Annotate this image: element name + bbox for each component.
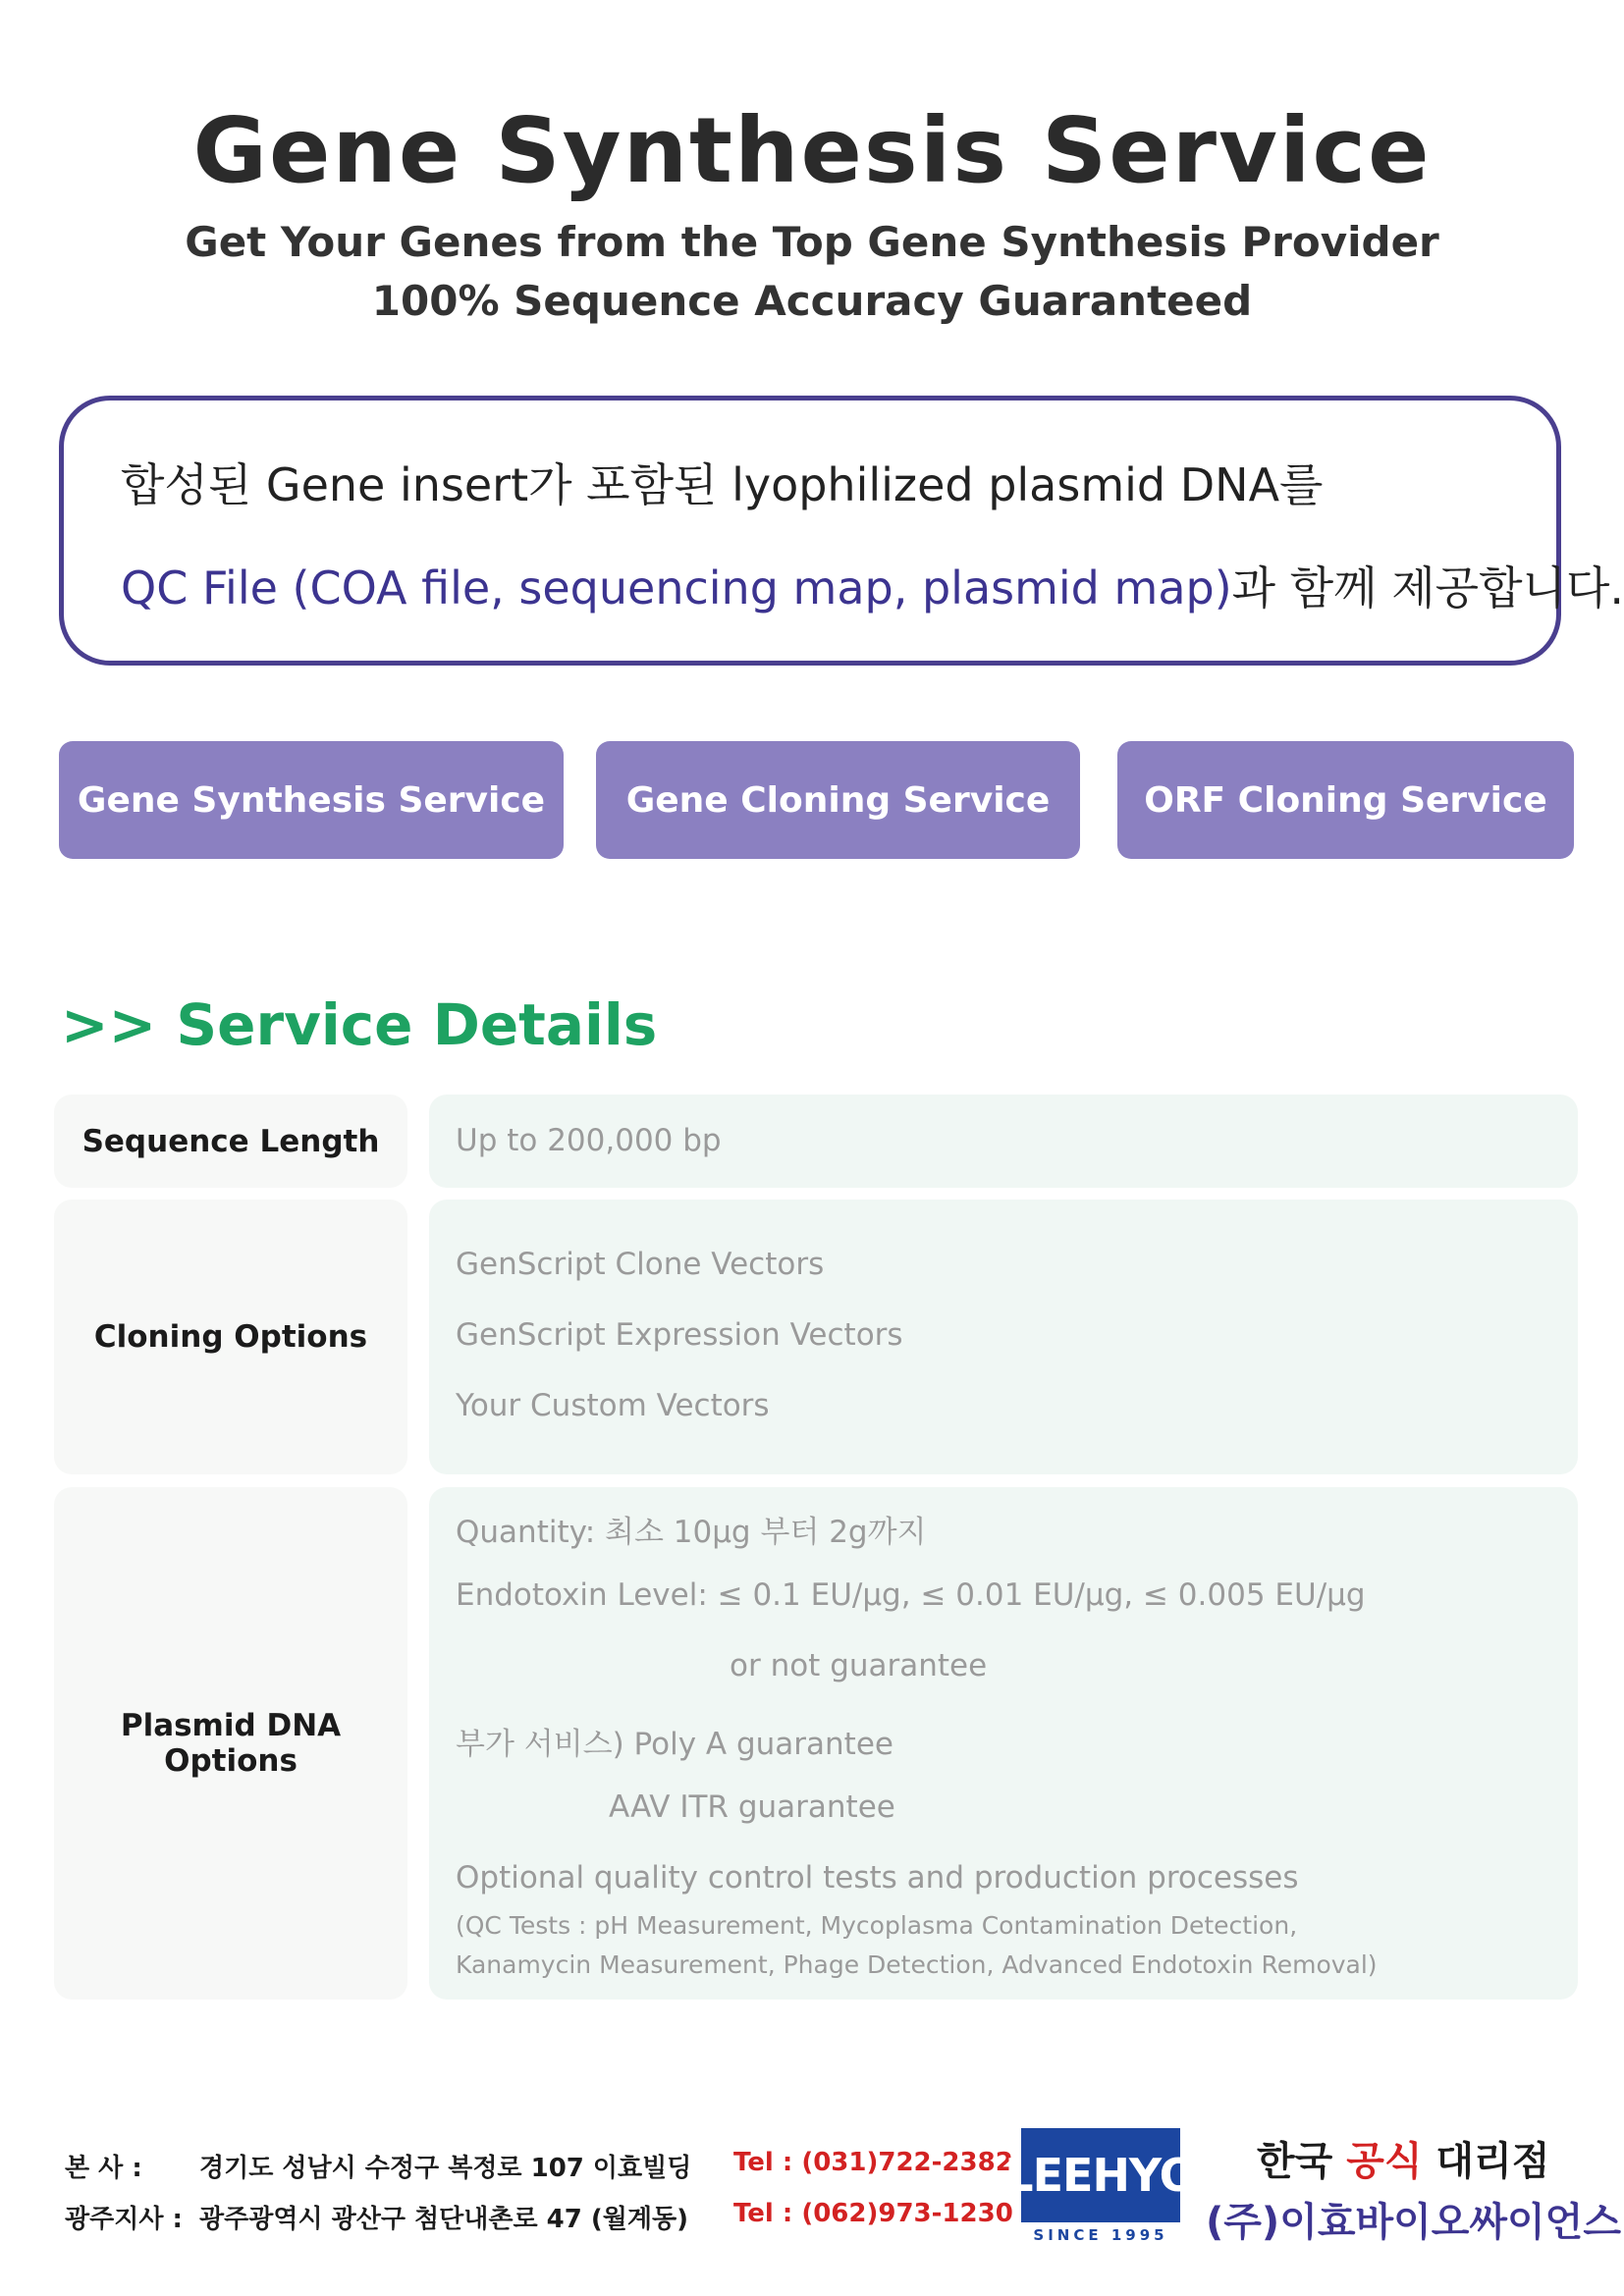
cloning-options-label: Cloning Options xyxy=(54,1200,407,1474)
plasmid-addon-cont: AAV ITR guarantee xyxy=(609,1789,895,1825)
branch-label: 광주지사 : xyxy=(65,2205,183,2234)
intro-qc-files: QC File (COA file, sequencing map, plasmid map) xyxy=(121,561,1232,614)
section-title: >> Service Details xyxy=(61,991,658,1058)
hq-tel[interactable]: Tel : (031)722-2382 xyxy=(733,2148,1013,2177)
gene-cloning-service-button[interactable]: Gene Cloning Service xyxy=(596,741,1080,859)
plasmid-optional-qc: Optional quality control tests and production processes xyxy=(456,1860,1299,1896)
logo-since: SINCE 1995 xyxy=(1033,2226,1168,2244)
sequence-length-value-cell xyxy=(429,1095,1578,1188)
page-subtitle-1: Get Your Genes from the Top Gene Synthesis Provider xyxy=(185,218,1439,266)
agency-official: 공식 xyxy=(1346,2139,1423,2184)
gene-synthesis-service-button[interactable]: Gene Synthesis Service xyxy=(59,741,564,859)
official-agency-text xyxy=(1257,2130,1549,2186)
plasmid-qc-tests-1: (QC Tests : pH Measurement, Mycoplasma Contamination Detection, xyxy=(456,1911,1298,1940)
branch-address: 광주광역시 광산구 첨단내촌로 47 (월계동) xyxy=(199,2205,689,2234)
plasmid-quantity: Quantity: 최소 10μg 부터 2g까지 xyxy=(456,1515,927,1550)
plasmid-addon: 부가 서비스) Poly A guarantee xyxy=(456,1727,893,1762)
leehyo-logo xyxy=(1004,2128,1197,2248)
plasmid-endotoxin: Endotoxin Level: ≤ 0.1 EU/μg, ≤ 0.01 EU/μg, ≤ 0.005 EU/μg xyxy=(456,1577,1366,1613)
intro-line-2 xyxy=(121,553,1624,617)
plasmid-endotoxin-cont: or not guarantee xyxy=(730,1648,988,1683)
agency-post: 대리점 xyxy=(1422,2139,1550,2184)
cloning-option-item: GenScript Expression Vectors xyxy=(456,1317,903,1353)
intro-line-1: 합성된 Gene insert가 포함된 lyophilized plasmid DNA를 xyxy=(121,458,1324,511)
orf-cloning-service-button[interactable]: ORF Cloning Service xyxy=(1117,741,1574,859)
page-title: Gene Synthesis Service xyxy=(192,98,1432,203)
hq-label: 본 사 : xyxy=(65,2154,142,2183)
plasmid-dna-options-label: Plasmid DNA Options xyxy=(54,1487,407,2000)
cloning-option-item: GenScript Clone Vectors xyxy=(456,1247,825,1282)
page-subtitle-2: 100% Sequence Accuracy Guaranteed xyxy=(371,277,1253,325)
intro-line-2-rest: 과 함께 제공합니다. xyxy=(1231,561,1624,614)
intro-box xyxy=(59,396,1624,666)
plasmid-qc-tests-2: Kanamycin Measurement, Phage Detection, Advanced Endotoxin Removal) xyxy=(456,1950,1378,1979)
plasmid-dna-options-value-cell xyxy=(429,1487,1578,2000)
hq-address: 경기도 성남시 수정구 복정로 107 이효빌딩 xyxy=(199,2154,692,2183)
cloning-option-item: Your Custom Vectors xyxy=(456,1388,770,1423)
agency-pre: 한국 xyxy=(1257,2139,1347,2184)
cloning-options-value-cell xyxy=(429,1200,1578,1474)
sequence-length-label: Sequence Length xyxy=(54,1095,407,1188)
sequence-length-value: Up to 200,000 bp xyxy=(456,1123,722,1158)
logo-mark: LEEHYO xyxy=(1021,2128,1180,2222)
company-name: (주)이효바이오싸이언스 xyxy=(1206,2200,1621,2245)
branch-tel[interactable]: Tel : (062)973-1230 xyxy=(733,2199,1013,2228)
